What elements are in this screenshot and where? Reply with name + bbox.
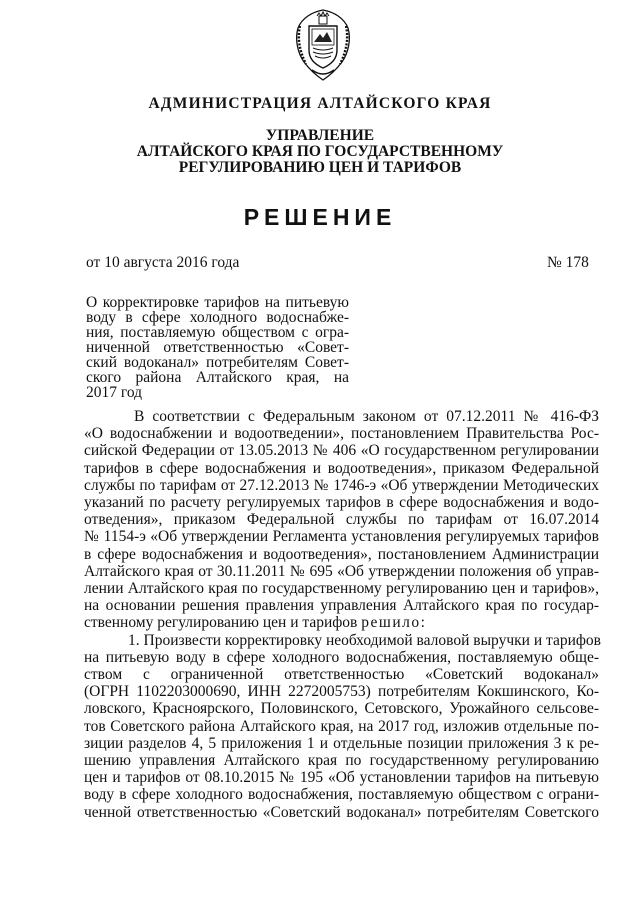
body-line: отведения», приказом Федеральной службы по тарифам от 16.07.2014 [84, 511, 599, 529]
body-line: службы по тарифам от 27.12.2013 № 1746-э «Об утверждении Методических [84, 476, 599, 494]
department-name [0, 128, 640, 176]
subject-line: О корректировке тарифов на питьевую [86, 294, 349, 311]
body-line-with-decision [84, 614, 599, 631]
subject-line: ния, поставляемую обществом с огра- [86, 324, 349, 341]
body-line: ственному регулированию цен и тарифов [84, 614, 358, 632]
document-date: от 10 августа 2016 года [86, 254, 240, 271]
subject-line: ниченной ответственностью «Совет- [86, 339, 349, 356]
document-type-title: РЕШЕНИЕ [243, 204, 397, 230]
body-line: сийской Федерации от 13.05.2013 № 406 «О государственном регулировании [84, 442, 599, 460]
body-line: на основании решения правления управления Алтайского края по государ- [84, 597, 599, 615]
decided-word: решило: [361, 614, 427, 632]
body-line: № 1154-э «Об утверждении Регламента установления регулируемых тарифов [84, 528, 599, 546]
document-body [84, 408, 599, 821]
body-line: указаний по расчету регулируемых тарифов в сфере водоснабжения и водо- [84, 494, 599, 512]
body-line: шению управления Алтайского края по государственному регулированию [84, 752, 599, 770]
department-line: АЛТАЙСКОГО КРАЯ ПО ГОСУДАРСТВЕННОМУ [136, 143, 504, 160]
document-number: № 178 [547, 254, 589, 271]
body-line: тарифов в сфере водоснабжения и водоотведения», приказом Федеральной [84, 459, 599, 477]
body-line: лении Алтайского края по государственному регулированию цен и тарифов», [84, 580, 599, 598]
subject-line: ского района Алтайского края, на [86, 369, 349, 386]
body-line: ством с ограниченной ответственностью «Советский водоканал» [84, 666, 599, 684]
subject-line: ский водоканал» потребителям Совет- [86, 354, 349, 371]
body-line: (ОГРН 1102203000690, ИНН 2272005753) потребителям Кокшинского, Ко- [84, 683, 599, 701]
body-line: ловского, Красноярского, Половинского, Сетовского, Урожайного сельсове- [84, 700, 599, 718]
body-line: цен и тарифов от 08.10.2015 № 195 «Об установлении тарифов на питьевую [84, 769, 599, 787]
subject-line: воду в сфере холодного водоснабже- [86, 309, 349, 326]
body-line: 1. Произвести корректировку необходимой валовой выручки и тарифов [128, 631, 601, 649]
document-subject [86, 295, 349, 400]
body-line: на питьевую воду в сфере холодного водоснабжения, поставляемую обще- [84, 648, 599, 666]
body-line: «О водоснабжении и водоотведении», постановлением Правительства Рос- [84, 425, 599, 443]
body-line: ченной ответственностью «Советский водоканал» потребителям Советского [84, 803, 599, 821]
body-line: зиции разделов 4, 5 приложения 1 и отдельные позиции приложения 3 к ре- [84, 734, 599, 752]
department-line: РЕГУЛИРОВАНИЮ ЦЕН И ТАРИФОВ [178, 159, 462, 176]
body-line: В соответствии с Федеральным законом от 07.12.2011 № 416-ФЗ [134, 408, 599, 425]
department-line: УПРАВЛЕНИЕ [265, 127, 375, 144]
body-line: в сфере водоснабжения и водоотведения», постановлением Администрации [84, 545, 599, 563]
subject-line: 2017 год [86, 384, 143, 401]
body-line: тов Советского района Алтайского края, на 2017 год, изложив отдельные по- [84, 717, 599, 735]
organization-name: АДМИНИСТРАЦИЯ АЛТАЙСКОГО КРАЯ [148, 95, 492, 112]
body-line: Алтайского края от 30.11.2011 № 695 «Об утверждении положения об управ- [84, 562, 599, 580]
coat-of-arms-emblem [292, 8, 354, 82]
body-line: воду в сфере холодного водоснабжения, поставляемую обществом с ограни- [84, 786, 599, 804]
